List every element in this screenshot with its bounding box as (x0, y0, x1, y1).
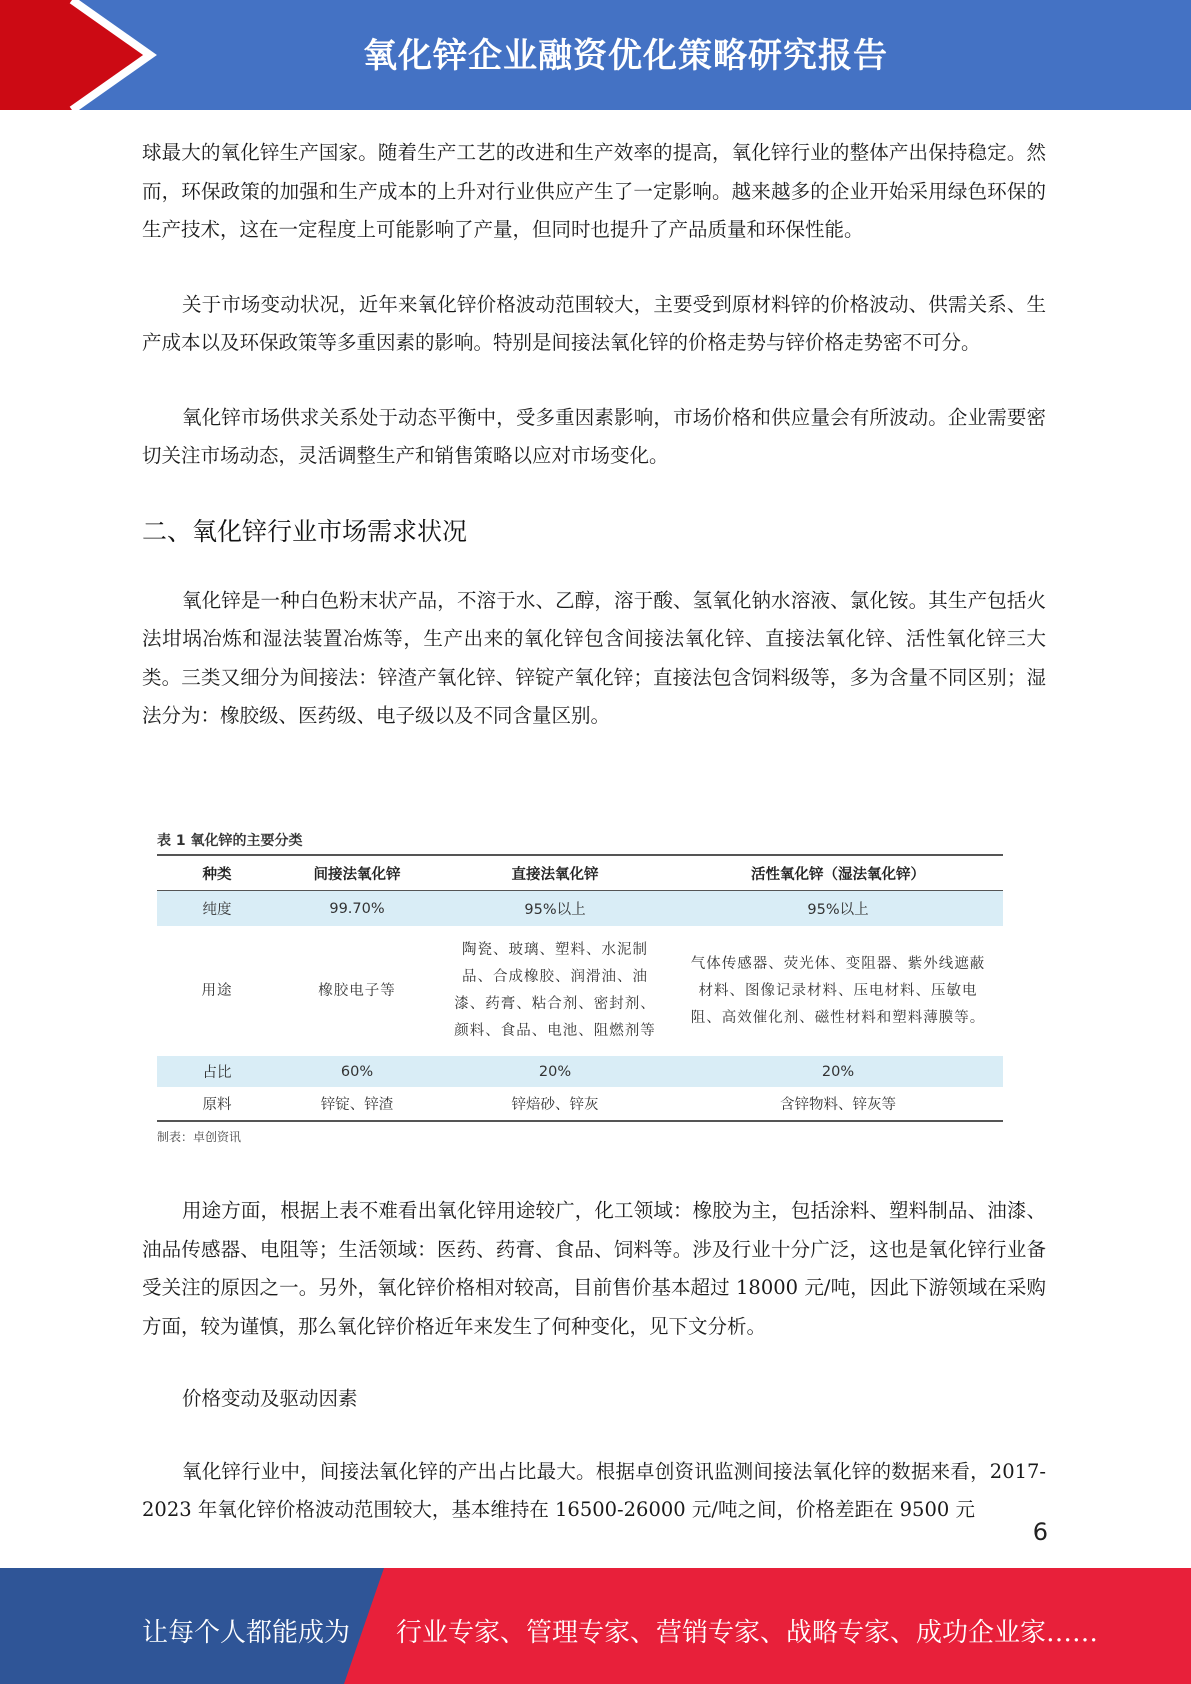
table-cell: 20% (437, 1056, 673, 1087)
table-header-cell: 直接法氧化锌 (437, 855, 673, 891)
usage-direct-text: 陶瓷、玻璃、塑料、水泥制品、合成橡胶、润滑油、油漆、药膏、粘合剂、密封剂、颜料、食品、电池、阻燃剂等 (454, 942, 656, 1039)
lower-content (142, 1192, 1046, 1530)
table-header-cell: 种类 (157, 855, 277, 891)
page-number: 6 (1032, 1518, 1048, 1546)
table-row-share (157, 1056, 1003, 1087)
subheading-price: 价格变动及驱动因素 (182, 1387, 358, 1410)
main-content (142, 134, 1046, 736)
header-red-arrow (0, 0, 150, 110)
footer-slogan-left: 让每个人都能成为 (142, 1618, 351, 1648)
table-cell: 用途 (201, 982, 233, 999)
table-cell: 橡胶电子等 (318, 982, 396, 999)
table-row-material (157, 1087, 1003, 1121)
paragraph-market-change: 关于市场变动状况，近年来氧化锌价格波动范围较大，主要受到原材料锌的价格波动、供需关系、生产成本以及环保政策等多重因素的影响。特别是间接法氧化锌的价格走势与锌价格走势密不可分。 (142, 292, 1046, 354)
classification-table (157, 854, 1003, 1122)
page-header (0, 0, 1191, 110)
table-cell: 纯度 (157, 891, 277, 927)
table-cell: 锌锭、锌渣 (277, 1087, 437, 1121)
table-cell: 95%以上 (437, 891, 673, 927)
table-header-cell: 活性氧化锌（湿法氧化锌） (673, 855, 1003, 891)
table-cell (673, 926, 1003, 1056)
table-cell: 原料 (157, 1087, 277, 1121)
table-cell: 20% (673, 1056, 1003, 1087)
table-header-row (157, 855, 1003, 891)
page-footer (0, 1568, 1191, 1684)
paragraph-continued: 球最大的氧化锌生产国家。随着生产工艺的改进和生产效率的提高，氧化锌行业的整体产出保持稳定。然而，环保政策的加强和生产成本的上升对行业供应产生了一定影响。越来越多的企业开始采用绿色环保的生产技术，这在一定程度上可能影响了产量，但同时也提升了产品质量和环保性能。 (142, 141, 1046, 241)
table-header-cell: 间接法氧化锌 (277, 855, 437, 891)
table-caption: 表 1 氧化锌的主要分类 (157, 833, 303, 849)
table-row-purity (157, 891, 1003, 927)
footer-slogan-right: 行业专家、管理专家、营销专家、战略专家、成功企业家…… (396, 1618, 1099, 1648)
paragraph-section-intro: 氧化锌是一种白色粉末状产品，不溶于水、乙醇，溶于酸、氢氧化钠水溶液、氯化铵。其生产包括火法坩埚冶炼和湿法装置冶炼等，生产出来的氧化锌包含间接法氧化锌、直接法氧化锌、活性氧化锌三大类。三类又细分为间接法：锌渣产氧化锌、锌锭产氧化锌；直接法包含饲料级等，多为含量不同区别；湿法分为：橡胶级、医药级、电子级以及不同含量区别。 (142, 588, 1046, 727)
section-heading: 二、氧化锌行业市场需求状况 (142, 516, 468, 546)
classification-table-block (157, 830, 1003, 1145)
table-cell: 95%以上 (673, 891, 1003, 927)
table-cell: 60% (277, 1056, 437, 1087)
table-source: 制表：卓创资讯 (157, 1130, 242, 1144)
paragraph-usage: 用途方面，根据上表不难看出氧化锌用途较广，化工领域：橡胶为主，包括涂料、塑料制品、油漆、油品传感器、电阻等；生活领域：医药、药膏、食品、饲料等。涉及行业十分广泛，这也是氧化锌行业备受关注的原因之一。另外，氧化锌价格相对较高，目前售价基本超过 18000 元/吨，因此下游领域在采购方面，较为谨慎，那么氧化锌价格近年来发生了何种变化，见下文分析。 (142, 1199, 1046, 1338)
table-cell: 含锌物料、锌灰等 (673, 1087, 1003, 1121)
table-cell: 占比 (157, 1056, 277, 1087)
table-cell: 99.70% (277, 891, 437, 927)
table-row-usage (157, 926, 1003, 1056)
paragraph-supply-demand: 氧化锌市场供求关系处于动态平衡中，受多重因素影响，市场价格和供应量会有所波动。企业需要密切关注市场动态，灵活调整生产和销售策略以应对市场变化。 (142, 405, 1046, 467)
table-cell: 锌焙砂、锌灰 (437, 1087, 673, 1121)
paragraph-price: 氧化锌行业中，间接法氧化锌的产出占比最大。根据卓创资讯监测间接法氧化锌的数据来看，2017-2023 年氧化锌价格波动范围较大，基本维持在 16500-26000 元/吨之间，价格差距在 9500 元 (142, 1459, 1046, 1521)
report-title: 氧化锌企业融资优化策略研究报告 (363, 36, 888, 76)
table-cell (437, 926, 673, 1056)
usage-active-text: 气体传感器、荧光体、变阻器、紫外线遮蔽材料、图像记录材料、压电材料、压敏电阻、高效催化剂、磁性材料和塑料薄膜等。 (690, 955, 986, 1026)
